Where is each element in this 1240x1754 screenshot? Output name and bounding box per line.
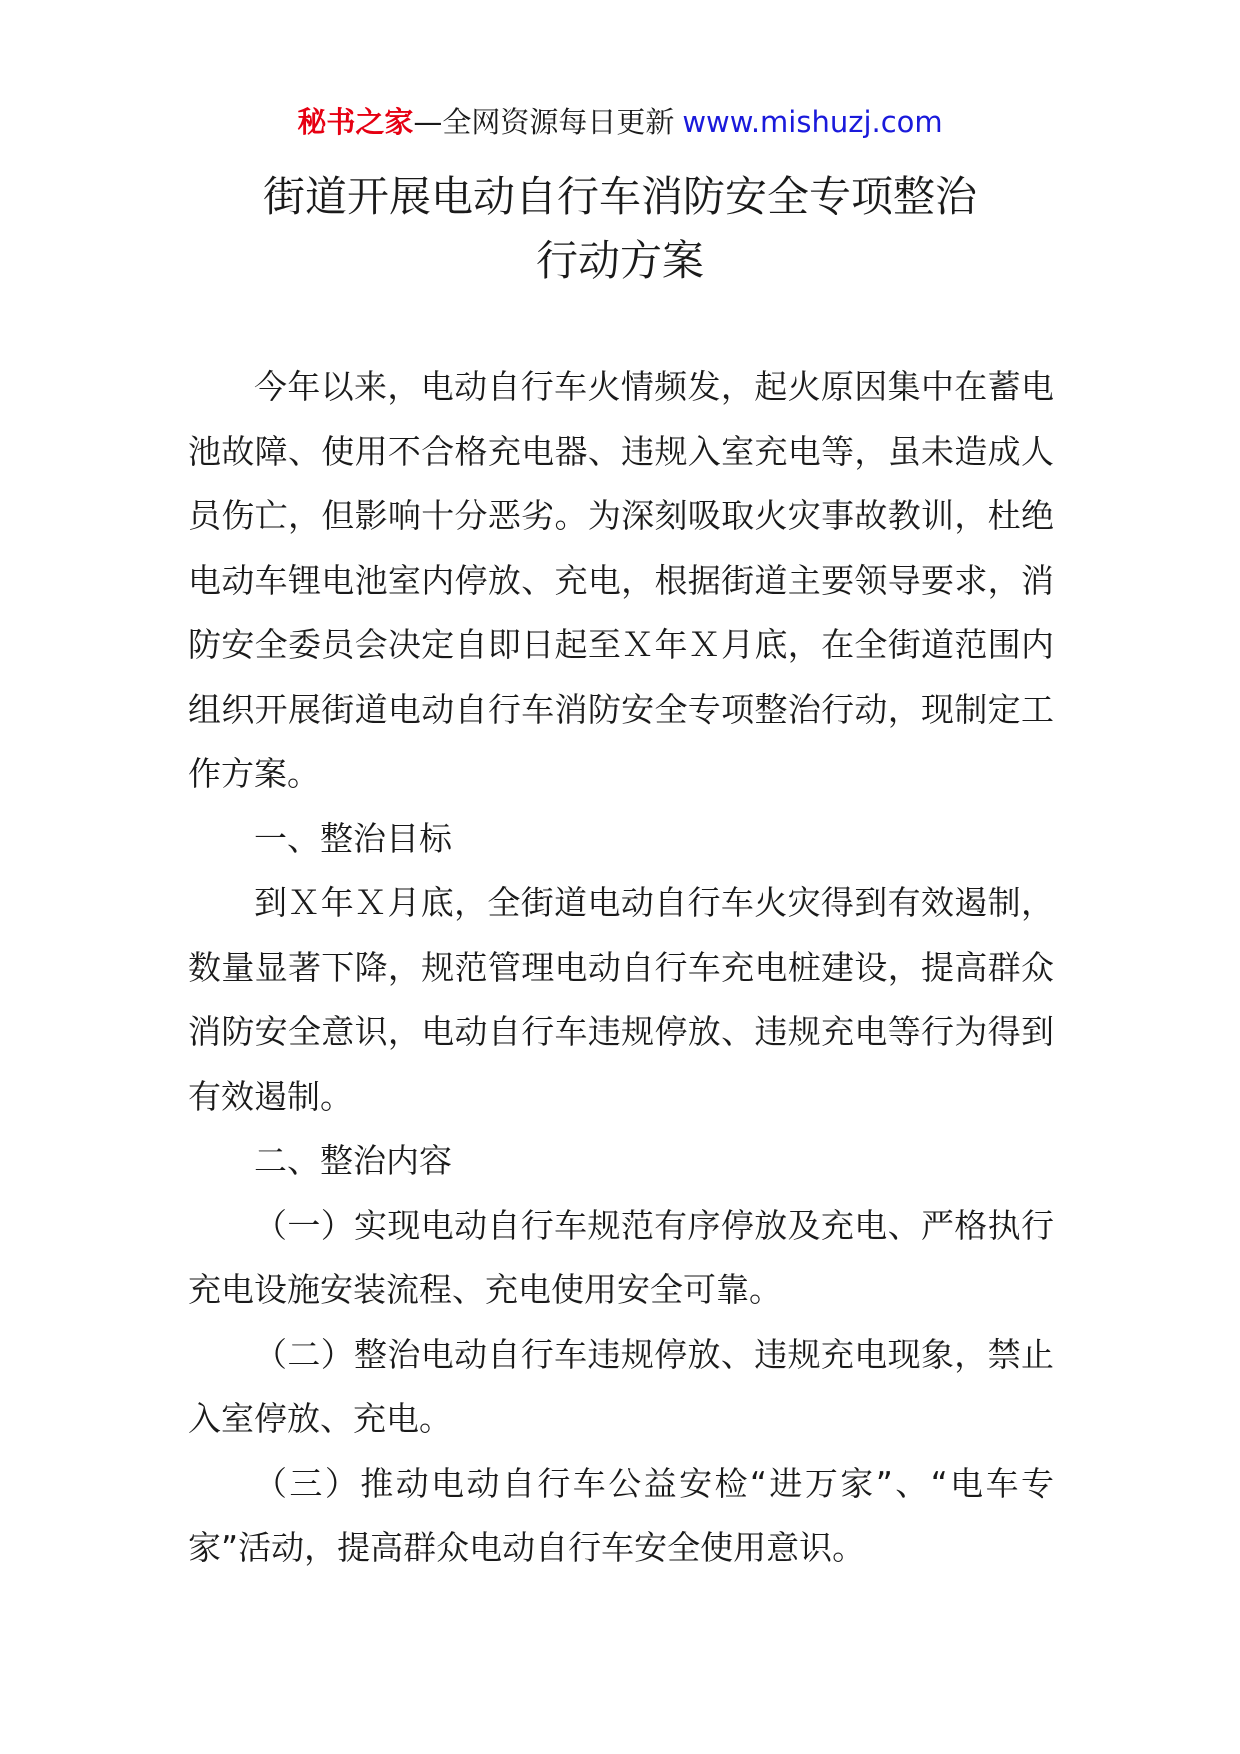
title-line-1: 街道开展电动自行车消防安全专项整治	[262, 172, 977, 221]
document-title	[0, 165, 1240, 293]
title-line-2: 行动方案	[535, 236, 704, 285]
intro-paragraph: 今年以来，电动自行车火情频发，起火原因集中在蓄电池故障、使用不合格充电器、违规入室充电等，虽未造成人员伤亡，但影响十分恶劣。为深刻吸取火灾事故教训，杜绝电动车锂电池室内停放、充电，根据街道主要领导要求，消防安全委员会决定自即日起至Ｘ年Ｘ月底，在全街道范围内组织开展街道电动自行车消防安全专项整治行动，现制定工作方案。	[188, 367, 1055, 793]
section-heading-content: 二、整治内容	[254, 1141, 452, 1180]
section-heading-goals: 一、整治目标	[254, 818, 452, 858]
brand-name: 秘书之家	[297, 105, 414, 139]
watermark-header	[0, 102, 1240, 142]
content-item-1: （一）实现电动自行车规范有序停放及充电、严格执行充电设施安装流程、充电使用安全可靠。	[188, 1205, 1054, 1309]
goals-paragraph: 到Ｘ年Ｘ月底，全街道电动自行车火灾得到有效遏制，数量显著下降，规范管理电动自行车充电桩建设，提高群众消防安全意识，电动自行车违规停放、违规充电等行为得到有效遏制。	[188, 883, 1054, 1116]
content-item-2: （二）整治电动自行车违规停放、违规充电现象，禁止入室停放、充电。	[188, 1334, 1054, 1438]
document-body	[188, 355, 1054, 1581]
header-tagline: —全网资源每日更新	[413, 105, 675, 139]
content-item-3: （三）推动电动自行车公益安检“进万家”、“电车专家”活动，提高群众电动自行车安全使用意识。	[188, 1463, 1054, 1567]
website-link[interactable]: www.mishuzj.com	[682, 105, 943, 139]
